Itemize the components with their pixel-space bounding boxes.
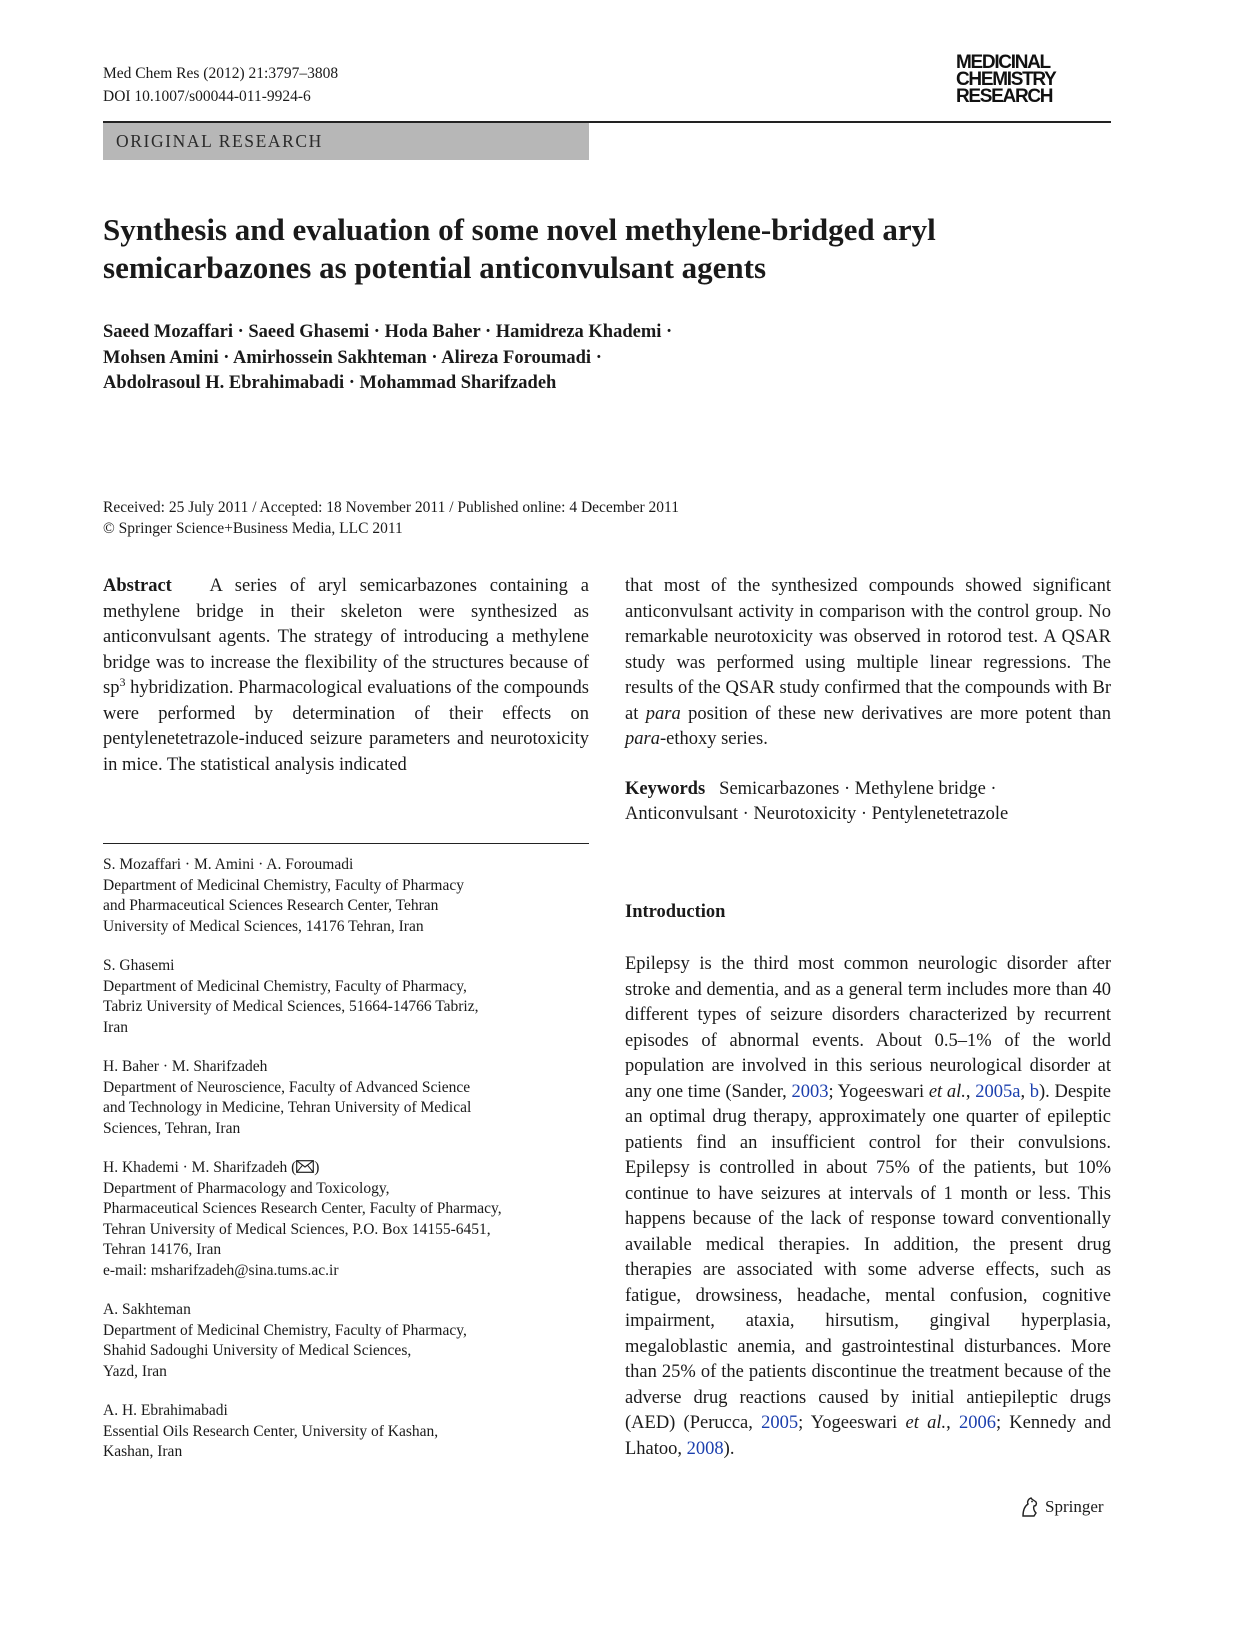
journal-citation: Med Chem Res (2012) 21:3797–3808: [103, 65, 339, 82]
affiliation-names: A. H. Ebrahimabadi: [103, 1402, 228, 1419]
affiliation-line: Pharmaceutical Sciences Research Center, Faculty of Pharmacy,: [103, 1200, 502, 1217]
abstract-left: [103, 574, 589, 778]
abstract-heading: Abstract: [103, 576, 172, 596]
intro-text: ; Kennedy and Lhatoo,: [625, 1413, 1112, 1459]
keywords-line-1: Semicarbazones · Methylene bridge ·: [719, 778, 997, 799]
affiliation-6: [103, 1401, 589, 1463]
author-list: [103, 320, 863, 397]
springer-mark: [1019, 1496, 1104, 1518]
citation-link[interactable]: 2008: [686, 1438, 724, 1459]
publication-dates: [103, 497, 679, 539]
affiliation-line: University of Medical Sciences, 14176 Tehran, Iran: [103, 917, 424, 935]
affiliation-line: Shahid Sadoughi University of Medical Sciences,: [103, 1342, 412, 1359]
abstract-text-5: -ethoxy series.: [659, 729, 768, 749]
affiliation-line: Tehran University of Medical Sciences, P.O. Box 14155-6451,: [103, 1220, 491, 1238]
affiliation-names-text: H. Khademi · M. Sharifzadeh (: [103, 1159, 297, 1176]
intro-text: ).: [723, 1438, 735, 1459]
journal-logo: [956, 54, 1071, 105]
affiliation-5: [103, 1300, 589, 1382]
logo-line-1: MEDICINAL: [956, 52, 1050, 73]
doi: DOI 10.1007/s00044-011-9924-6: [103, 88, 311, 105]
affiliation-line: Sciences, Tehran, Iran: [103, 1119, 241, 1137]
intro-text: ,: [1020, 1081, 1030, 1102]
affiliation-line: Kashan, Iran: [103, 1443, 183, 1460]
affiliation-line: Department of Medicinal Chemistry, Faculty of Pharmacy,: [103, 1321, 467, 1339]
authors-line-2: Mohsen Amini · Amirhossein Sakhteman · Alireza Foroumadi ·: [103, 347, 602, 368]
affiliation-line: Department of Medicinal Chemistry, Faculty of Pharmacy,: [103, 977, 467, 995]
abstract-text-2: hybridization. Pharmacological evaluations of the compounds were performed by determination of their effects on pentylenetetrazole-induced seizure parameters and neurotoxicity in mice. The statistical analysis indicated: [103, 678, 589, 775]
affiliation-line: Essential Oils Research Center, University of Kashan,: [103, 1422, 439, 1440]
section-label: ORIGINAL RESEARCH: [103, 123, 589, 160]
footnote-rule: [103, 843, 589, 844]
affiliation-1: [103, 855, 589, 937]
title-line-2: semicarbazones as potential anticonvulsant agents: [103, 250, 767, 285]
keywords-line-2: Anticonvulsant · Neurotoxicity · Pentylenetetrazole: [625, 804, 1009, 824]
affiliation-line: Tehran 14176, Iran: [103, 1241, 222, 1258]
affiliation-line: Tabriz University of Medical Sciences, 51664-14766 Tabriz,: [103, 998, 479, 1015]
intro-text: ,: [946, 1413, 959, 1433]
citation-link[interactable]: b: [1029, 1081, 1040, 1102]
title-line-1: Synthesis and evaluation of some novel methylene-bridged aryl: [103, 212, 936, 247]
corresponding-email[interactable]: e-mail: msharifzadeh@sina.tums.ac.ir: [103, 1261, 339, 1279]
affiliation-line: Iran: [103, 1018, 128, 1036]
introduction-body: [625, 952, 1111, 1462]
article-title: [103, 211, 1033, 287]
citation-link[interactable]: 2005: [761, 1413, 799, 1433]
intro-etal: et al.: [905, 1413, 947, 1433]
logo-line-3: RESEARCH: [956, 86, 1053, 107]
springer-horse-icon: [1019, 1496, 1041, 1518]
affiliation-names: S. Mozaffari · M. Amini · A. Foroumadi: [103, 856, 354, 873]
affiliation-line: Department of Neuroscience, Faculty of Advanced Science: [103, 1078, 471, 1096]
affiliation-names: H. Baher · M. Sharifzadeh: [103, 1058, 268, 1075]
affiliation-line: Department of Medicinal Chemistry, Faculty of Pharmacy: [103, 876, 464, 894]
envelope-icon: [296, 1160, 314, 1173]
intro-text: ; Yogeeswari: [798, 1413, 906, 1433]
intro-text: ; Yogeeswari: [828, 1081, 929, 1102]
affiliation-line: and Pharmaceutical Sciences Research Center, Tehran: [103, 897, 439, 914]
authors-line-1: Saeed Mozaffari · Saeed Ghasemi · Hoda Baher · Hamidreza Khademi ·: [103, 322, 673, 342]
logo-line-2: CHEMISTRY: [956, 69, 1056, 90]
affiliation-3: [103, 1057, 589, 1139]
affiliation-line: and Technology in Medicine, Tehran University of Medical: [103, 1099, 472, 1116]
intro-text: Epilepsy is the third most common neurologic disorder after stroke and dementia, and as a general term includes more than 40 different types of seizure disorders characterized by recurrent episodes of abnormal events. About 0.5–1% of the world population are involved in this serious neurological disorder at any one time (Sander,: [625, 954, 1111, 1102]
intro-etal: et al.: [928, 1081, 966, 1102]
publisher-name: Springer: [1045, 1497, 1104, 1516]
authors-line-3: Abdolrasoul H. Ebrahimabadi · Mohammad Sharifzadeh: [103, 373, 557, 393]
affiliation-names: A. Sakhteman: [103, 1301, 191, 1318]
affiliation-2: [103, 956, 589, 1038]
abstract-text-1: A series of aryl semicarbazones containing a methylene bridge in their skeleton were synthesized as anticonvulsant agents. The strategy of introducing a methylene bridge was to increase the flexibility of the structures because of sp: [103, 576, 590, 698]
affiliation-line: Yazd, Iran: [103, 1362, 167, 1380]
affiliation-line: Department of Pharmacology and Toxicology,: [103, 1179, 390, 1197]
abstract-para-1: para: [645, 703, 681, 724]
affiliation-names: [103, 1158, 589, 1179]
abstract-para-2: para: [625, 729, 660, 749]
abstract-sup: 3: [119, 674, 126, 689]
intro-text: ,: [965, 1081, 976, 1102]
intro-text: ). Despite an optimal drug therapy, approximately one quarter of epileptic patients find an insufficient control for their convulsions. Epilepsy is controlled in about 75% of the patients, but 10% continue to have seizures at intervals of 1 month or less. This happens because of the lack of response toward conventionally available medical therapies. In addition, the present drug therapies are associated with some adverse effects, such as fatigue, drowsiness, headache, mental confusion, cognitive impairment, ataxia, hirsutism, gingival hyperplasia, megaloblastic anemia, and gastrointestinal disturbances. More than 25% of the patients discontinue the treatment because of the adverse drug reactions caused by initial antiepileptic drugs (AED) (Perucca,: [625, 1081, 1112, 1433]
dates-line: Received: 25 July 2011 / Accepted: 18 November 2011 / Published online: 4 December 2011: [103, 499, 679, 516]
copyright-line: © Springer Science+Business Media, LLC 2011: [103, 520, 403, 537]
affiliation-names-end: ): [314, 1159, 320, 1176]
abstract-right: [625, 574, 1111, 828]
keywords-heading: Keywords: [625, 778, 706, 799]
affiliation-4: [103, 1158, 589, 1281]
citation-link[interactable]: 2003: [791, 1081, 829, 1102]
citation-link[interactable]: 2006: [958, 1413, 996, 1433]
keywords: [625, 777, 1111, 828]
introduction-heading: Introduction: [625, 902, 726, 922]
abstract-text-4: position of these new derivatives are more potent than: [680, 703, 1111, 724]
citation-link[interactable]: 2005a: [975, 1081, 1021, 1102]
affiliation-names: S. Ghasemi: [103, 957, 175, 974]
journal-meta: [103, 62, 338, 108]
abstract-text-3: that most of the synthesized compounds showed significant anticonvulsant activity in comparison with the control group. No remarkable neurotoxicity was observed in rotorod test. A QSAR study was performed using multiple linear regressions. The results of the QSAR study confirmed that the compounds with Br at: [625, 576, 1111, 724]
